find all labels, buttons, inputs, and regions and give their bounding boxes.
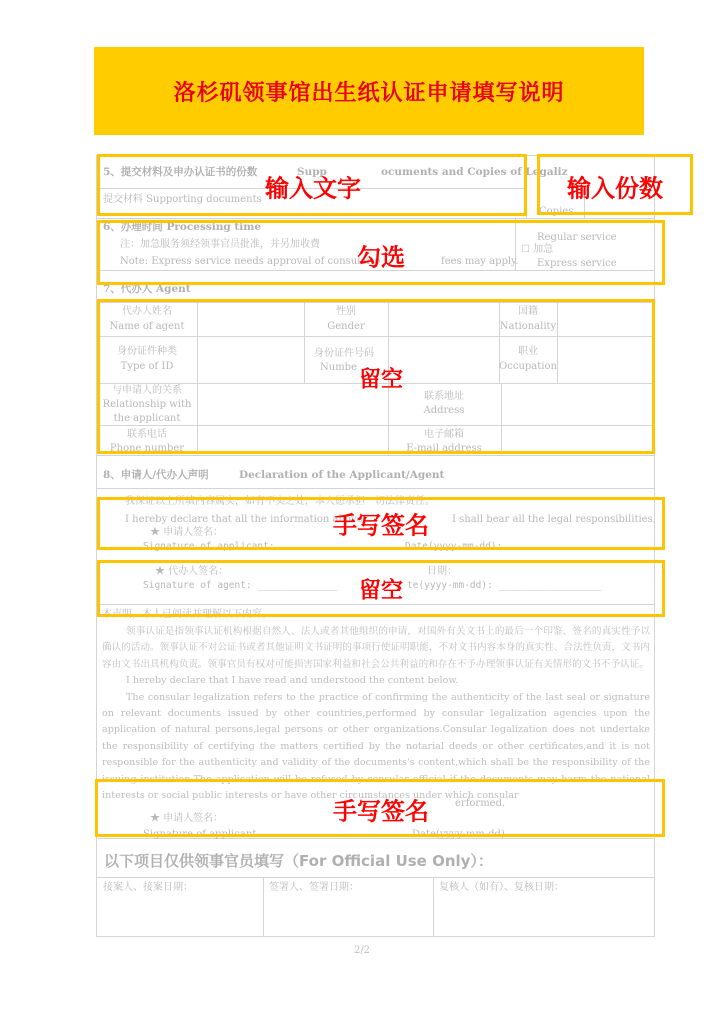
section-8-heading-en: Declaration of the Applicant/Agent: [239, 469, 445, 481]
section-5-heading-en: ocuments and Copies of Legaliz: [381, 166, 568, 178]
leave-blank-annotation: 留空: [358, 578, 404, 604]
section-5-heading-en: Supp: [297, 166, 327, 178]
express-note-zh: 注：加急服务须经领事官员批准，并另加收费: [120, 239, 320, 250]
official-use-heading: 以下项目仅供领事官员填写（For Official Use Only）：: [104, 852, 493, 870]
gender-label-en: Gender: [327, 321, 365, 332]
applicant-signature-label: ★ 申请人签名：: [150, 527, 224, 538]
enter-text-annotation: 输入文字: [265, 174, 361, 203]
regular-service-option[interactable]: Regular service: [537, 232, 617, 243]
agent-signature-label: ★ 代办人签名：: [155, 566, 229, 577]
agent-signature-label-en: Signature of agent: ______________: [143, 580, 338, 591]
enter-copies-annotation: 输入份数: [567, 174, 663, 203]
divider: [96, 488, 655, 489]
section-5-heading: 5、提交材料及申办认证书的份数: [103, 166, 258, 178]
pledge-en-tail: I shall bear all the legal responsibilities.: [452, 514, 656, 525]
statement-en-intro: I hereby declare that I have read and understood the content below.: [126, 675, 459, 687]
occupation-label-en: Occupation: [499, 361, 557, 372]
gender-label: 性别: [336, 306, 356, 317]
statement-en-tail: erformed.: [455, 798, 506, 809]
page-number: 2/2: [353, 945, 371, 956]
section-7-heading: 7、代办人 Agent: [103, 283, 191, 295]
occupation-label: 职业: [518, 346, 538, 357]
banner-title: 洛杉矶领事馆出生纸认证申请填写说明: [173, 80, 565, 106]
divider: [96, 877, 655, 878]
signatory-label: 签署人、签署日期：: [269, 882, 359, 893]
page-banner: [94, 47, 644, 135]
id-type-label-en: Type of ID: [120, 361, 174, 372]
divider: [96, 455, 655, 456]
pledge-en: I hereby declare that all the information above: [125, 514, 363, 525]
phone-label-en: Phone number: [109, 443, 185, 454]
reviewer-label: 复核人（如有）、复核日期：: [439, 882, 564, 893]
id-type-label: 身份证件种类: [117, 346, 177, 357]
express-note-en: Note: Express service needs approval of consular o: [120, 256, 381, 267]
id-number-label-en: Numbe: [320, 362, 357, 373]
relationship-label: 与申请人的关系: [112, 385, 182, 396]
statement-zh: 领事认证是指领事认证机构根据自然人、法人或者其他组织的申请，对国外有关文书上的最后一个印鉴、签名的真实性予以确认的活动。领事认证不对公证书或者其他证明文书证明的事项行使证明职能，不对文书内容本身的真实性、合法性负责，文书内容由文书出具机构负责。领事官员有权对可能损害国家利益和社会公共利益的和存在不予办理领事认证有关情形的文书不予认证。: [102, 626, 650, 670]
section-8-heading: 8、申请人/代办人声明: [103, 469, 209, 481]
case-officer-label: 接案人、接案日期：: [103, 882, 193, 893]
divider: [96, 218, 655, 219]
nationality-label-en: Nationality: [499, 321, 557, 332]
relationship-label-en: Relationship with: [102, 399, 192, 410]
statement-heading: 本声明，本人已阅读并理解以下内容。: [102, 609, 272, 620]
agent-name-label-en: Name of agent: [109, 321, 185, 332]
handwritten-signature-annotation: 手写签名: [333, 797, 429, 826]
final-signature-label: ★ 申请人签名：: [150, 813, 224, 824]
leave-blank-annotation: 留空: [358, 367, 404, 393]
divider: [433, 877, 434, 937]
email-label-en: E-mail address: [406, 443, 482, 454]
agent-date-label: 日期：: [427, 566, 457, 577]
id-number-label: 身份证件号码: [314, 348, 374, 359]
handwritten-signature-annotation: 手写签名: [333, 511, 429, 540]
pledge-zh: 我保证以上所填内容属实，如有不实之处，本人愿承担一切法律责任。: [125, 496, 435, 507]
statement-en: The consular legalization refers to the practice of confirming the authenticity of the last seal or signature on relevant documents issued by other countries,performed by consular legalization agencies upon the application of natural persons,legal persons or other organizations.Consular legalization does not undertake the responsibility of certifying the matters certified by the notarial deeds or other certificates,and it is not responsible for the authenticity and validity of the documents's content,which shall be the responsibility of the issuing institution.The application will be refused by consular official if the documents may harm the national interests or social public interests or have other circumstances under which consular: [102, 691, 650, 802]
section-6-heading: 6、办理时间 Processing time: [103, 221, 262, 233]
agent-name-label: 代办人姓名: [122, 306, 172, 317]
final-date-label: Date(yyyy-mm-dd): [412, 829, 505, 840]
copies-label: Copies: [539, 206, 574, 217]
email-label: 电子邮箱: [424, 429, 464, 440]
agent-date-label-en: te(yyyy-mm-dd): __________________: [407, 580, 602, 591]
relationship-label-en-2: the applicant: [113, 413, 181, 424]
phone-label: 联系电话: [127, 429, 167, 440]
statement-body: [102, 624, 650, 804]
applicant-date-label: Date(yyyy-mm-dd):: [405, 541, 503, 552]
express-service-checkbox[interactable]: ☐ 加急: [521, 244, 554, 255]
express-note-en-tail: fees may apply.: [441, 256, 519, 267]
divider: [263, 877, 264, 937]
final-signature-label-en: Signature of applicant: [143, 829, 257, 840]
express-service-label: Express service: [537, 258, 617, 269]
address-label-en: Address: [423, 405, 465, 416]
tick-annotation: 勾选: [357, 243, 405, 272]
nationality-label: 国籍: [518, 306, 538, 317]
address-label: 联系地址: [424, 391, 464, 402]
supporting-documents-label: 提交材料 Supporting documents: [103, 194, 262, 205]
applicant-signature-label-en: Signature of applicant:: [143, 541, 275, 552]
